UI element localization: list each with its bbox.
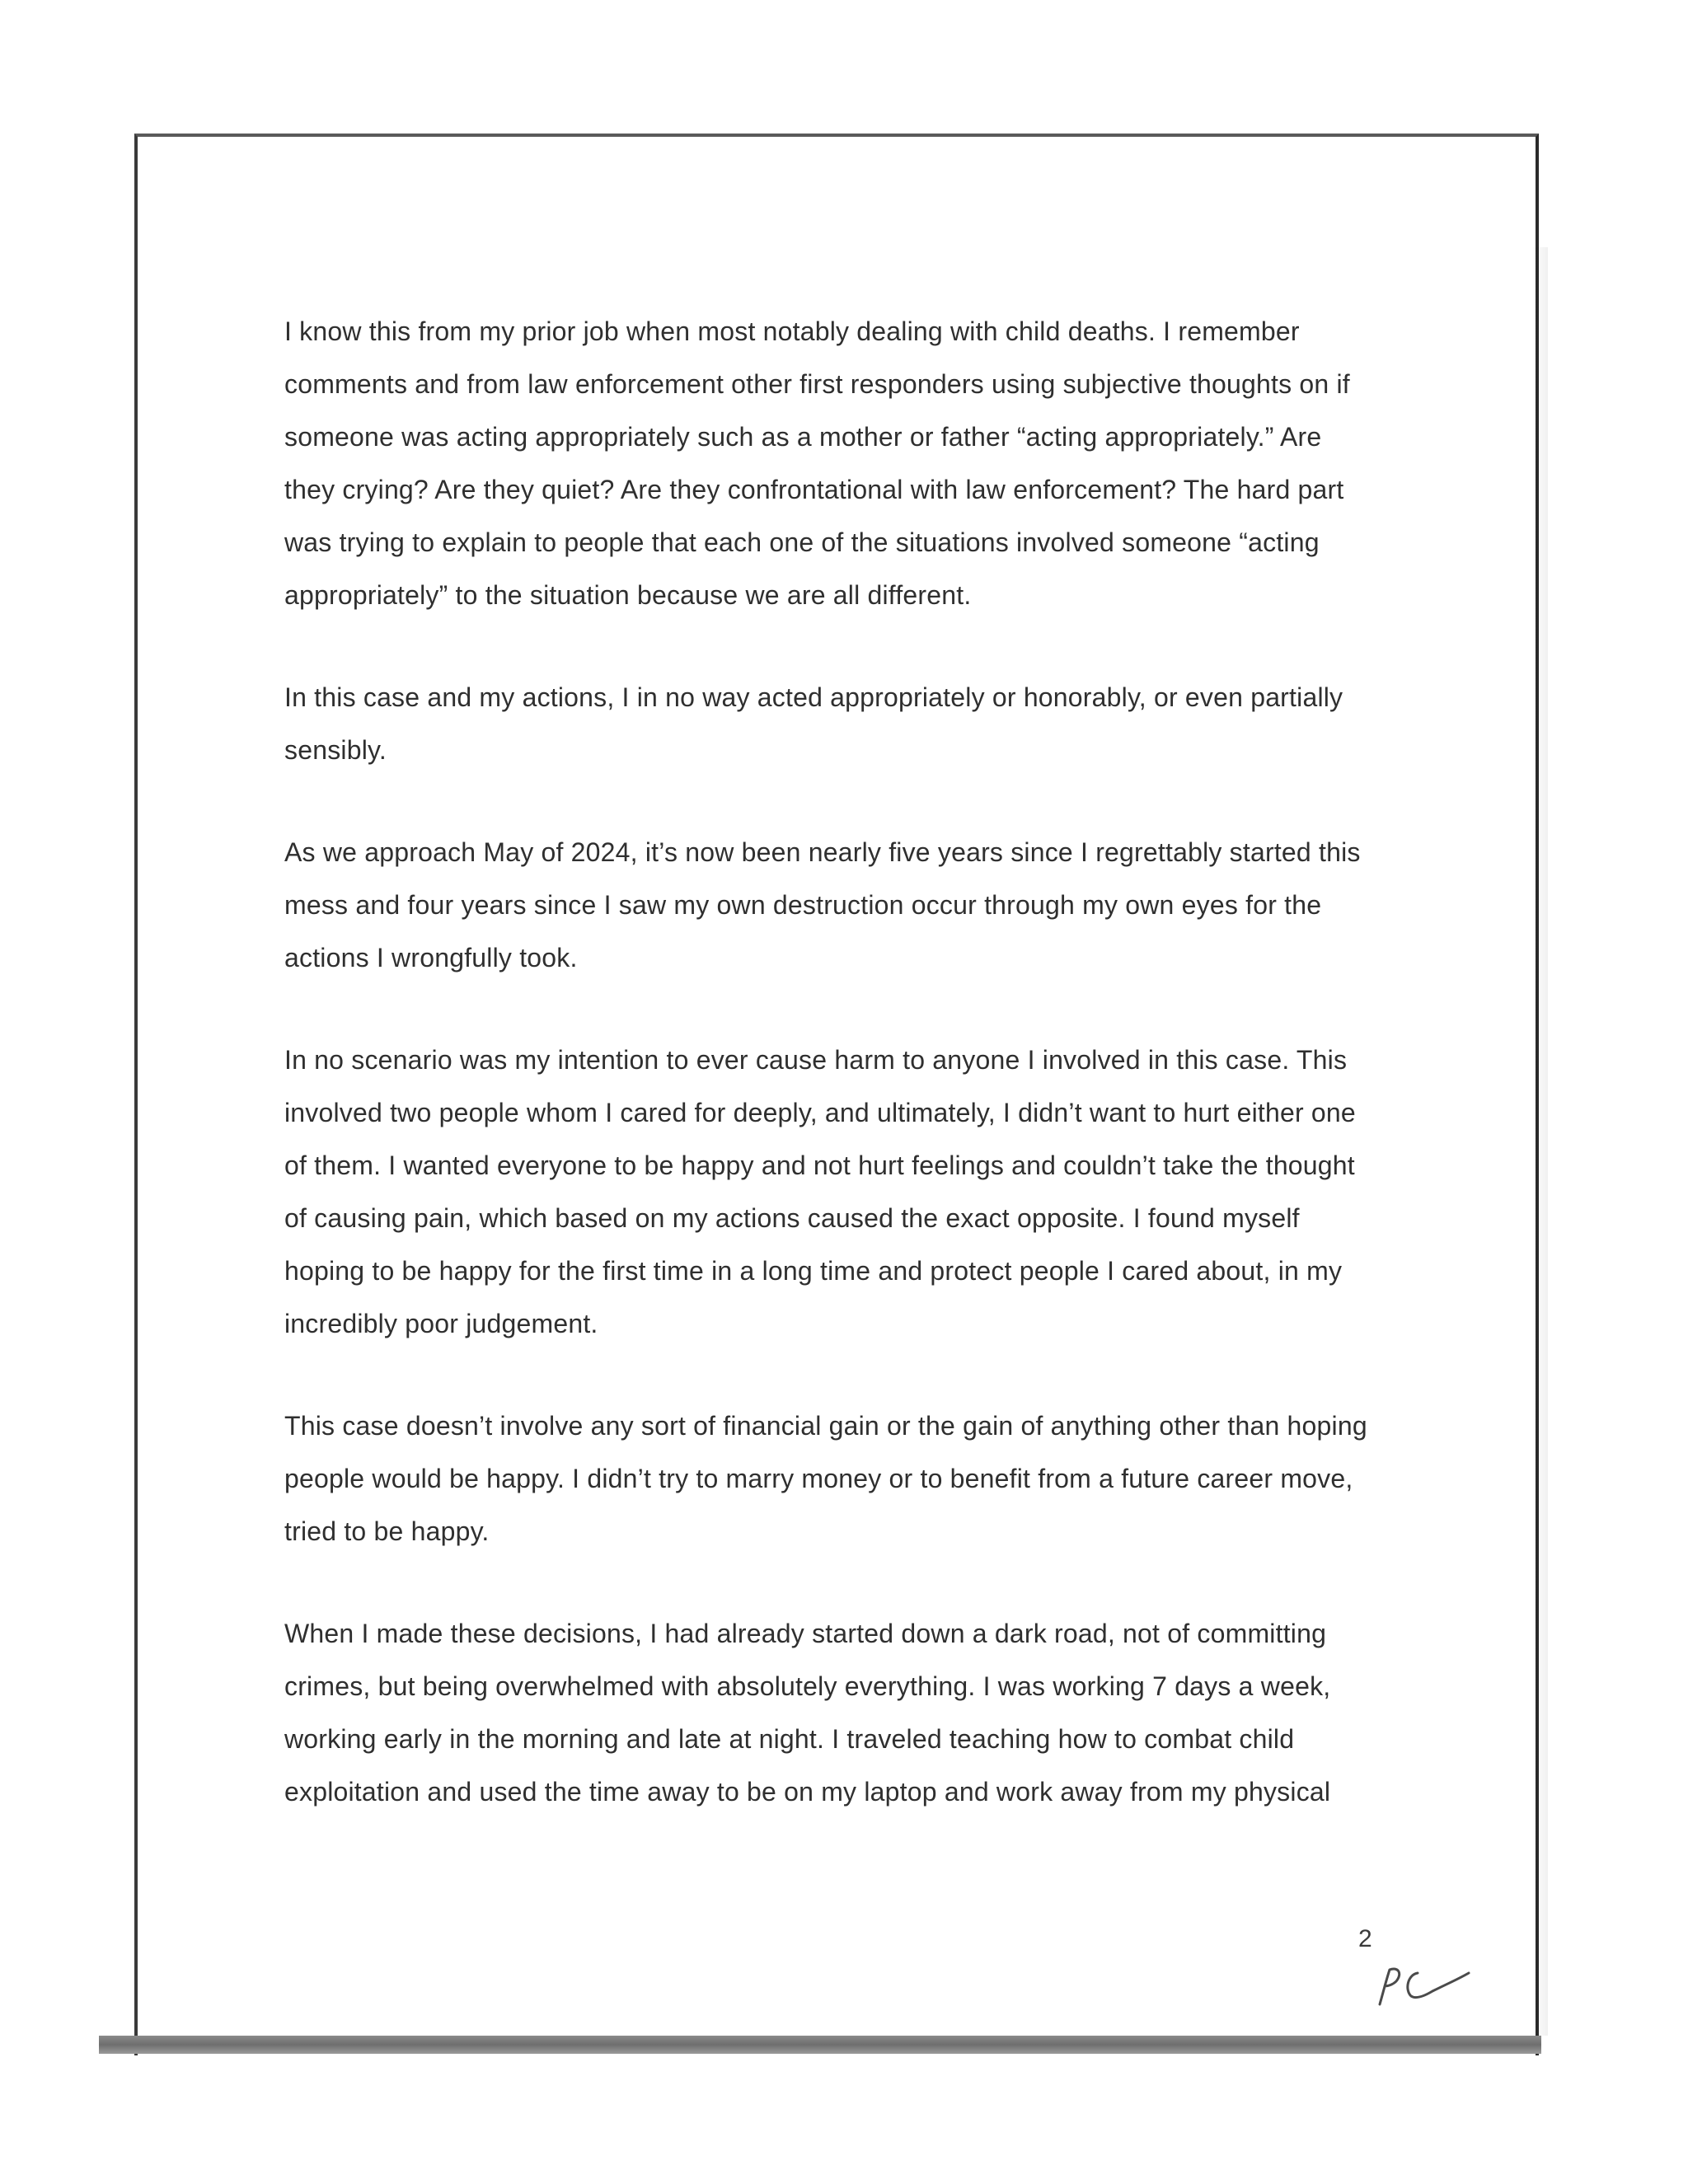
- text-line: someone was acting appropriately such as a mother or father “acting appropriately.” Are: [284, 422, 1322, 452]
- text-line: of causing pain, which based on my actions caused the exact opposite. I found myself: [284, 1203, 1300, 1233]
- text-line: This case doesn’t involve any sort of financial gain or the gain of anything other than hoping: [284, 1411, 1367, 1441]
- text-line: crimes, but being overwhelmed with absolutely everything. I was working 7 days a week,: [284, 1671, 1331, 1701]
- text-line: they crying? Are they quiet? Are they confrontational with law enforcement? The hard part: [284, 475, 1344, 504]
- text-line: As we approach May of 2024, it’s now been nearly five years since I regrettably started this: [284, 837, 1361, 867]
- text-line: mess and four years since I saw my own destruction occur through my own eyes for the: [284, 890, 1322, 920]
- text-line: incredibly poor judgement.: [284, 1309, 598, 1338]
- paragraph-6: [284, 1607, 1422, 1818]
- paragraph-1: [284, 305, 1422, 621]
- text-line: of them. I wanted everyone to be happy and not hurt feelings and couldn’t take the thought: [284, 1151, 1355, 1180]
- text-line: sensibly.: [284, 735, 387, 765]
- text-line: I know this from my prior job when most notably dealing with child deaths. I remember: [284, 316, 1300, 346]
- text-line: In no scenario was my intention to ever cause harm to anyone I involved in this case. This: [284, 1045, 1348, 1075]
- text-line: When I made these decisions, I had already started down a dark road, not of committing: [284, 1619, 1327, 1648]
- paragraph-4: [284, 1033, 1422, 1350]
- scan-shadow: [1531, 247, 1548, 2036]
- text-line: comments and from law enforcement other first responders using subjective thoughts on if: [284, 369, 1350, 399]
- text-line: people would be happy. I didn’t try to marry money or to benefit from a future career move,: [284, 1464, 1353, 1493]
- handwritten-initials-icon: [1375, 1961, 1474, 2011]
- paragraph-3: [284, 826, 1422, 984]
- text-line: hoping to be happy for the first time in a long time and protect people I cared about, in my: [284, 1256, 1343, 1286]
- page-number: 2: [1358, 1925, 1372, 1952]
- text-line: exploitation and used the time away to be on my laptop and work away from my physical: [284, 1777, 1331, 1807]
- text-line: actions I wrongfully took.: [284, 943, 578, 972]
- paragraph-2: [284, 671, 1422, 776]
- scanner-bottom-edge: [99, 2036, 1541, 2054]
- text-line: In this case and my actions, I in no way acted appropriately or honorably, or even partially: [284, 682, 1343, 712]
- letter-body: [284, 305, 1422, 1868]
- text-line: was trying to explain to people that each one of the situations involved someone “acting: [284, 527, 1320, 557]
- text-line: appropriately” to the situation because we are all different.: [284, 580, 972, 610]
- paragraph-5: [284, 1399, 1422, 1558]
- text-line: tried to be happy.: [284, 1516, 490, 1546]
- text-line: working early in the morning and late at night. I traveled teaching how to combat child: [284, 1724, 1295, 1754]
- text-line: involved two people whom I cared for deeply, and ultimately, I didn’t want to hurt either one: [284, 1098, 1356, 1127]
